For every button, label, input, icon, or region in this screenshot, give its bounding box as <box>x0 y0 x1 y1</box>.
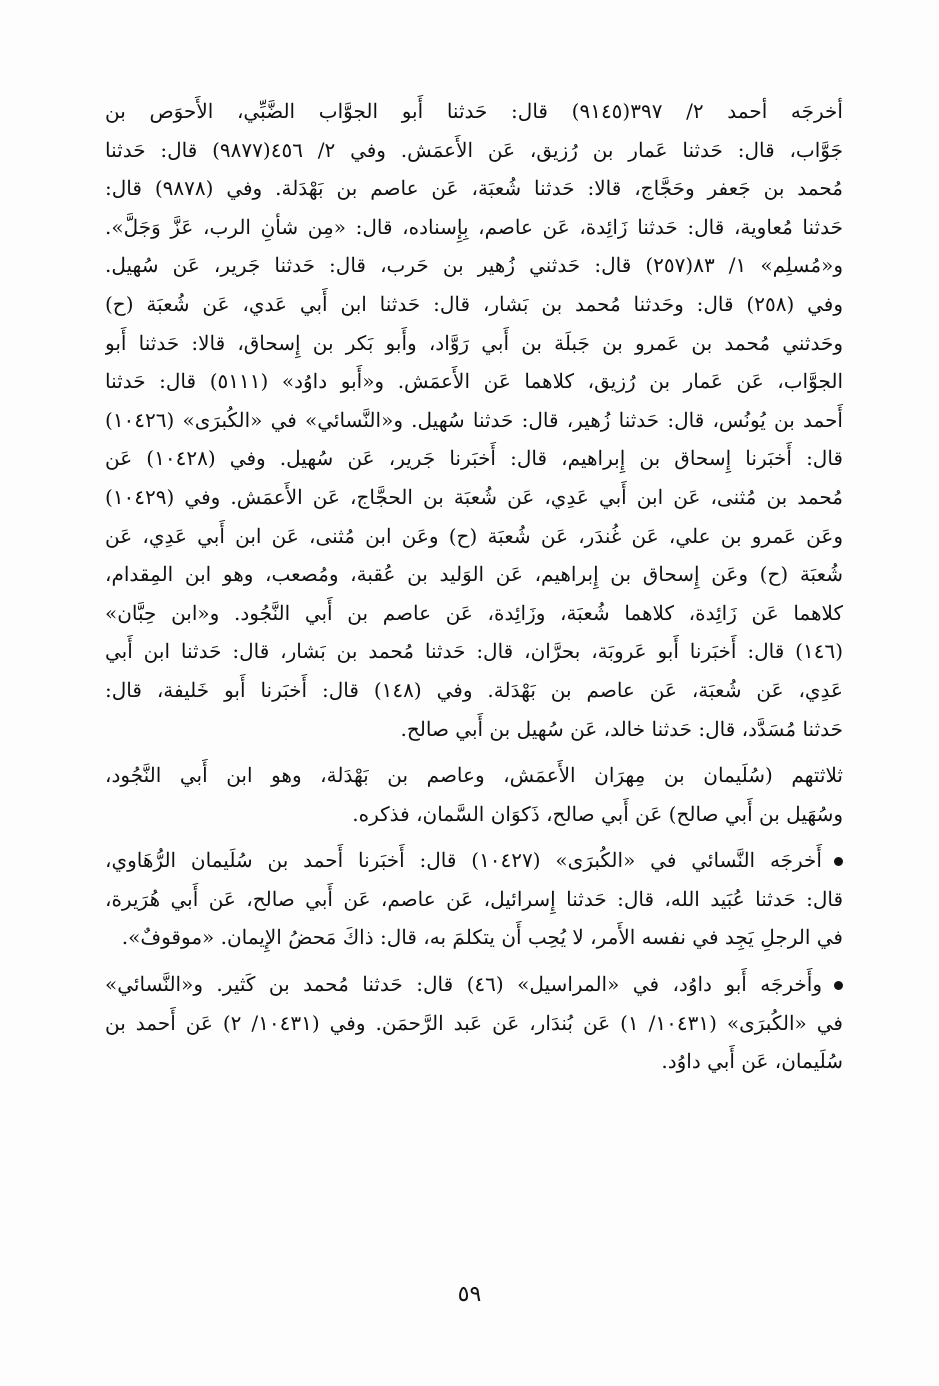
line-text: حَدثنا مُسَدَّد، قال: حَدثنا خالد، عَن سُهيل بن أَبي صالح. <box>400 716 843 741</box>
text-line <box>105 246 843 285</box>
line-text: عَدِي، عَن شُعبَة، عَن عاصم بن بَهْدَلة. وفي (١٤٨) قال: أَخبَرنا أَبو خَليفة، قال: <box>105 677 843 702</box>
line-text: وفي (٢٥٨) قال: وحَدثنا مُحمد بن بَشار، قال: حَدثنا ابن أَبي عَدي، عَن شُعبَة (ح) <box>105 291 843 316</box>
text-line <box>105 208 843 247</box>
text-line <box>105 594 843 633</box>
line-text: قال: أَخبَرنا إِسحاق بن إِبراهيم، قال: أَخبَرنا جَرير، عَن سُهيل. وفي (١٠٤٢٨) عَن <box>105 446 843 471</box>
line-text: في الرجلِ يَجِد في نفسه الأَمر، لا يُحِب أَن يتكلمَ به، قال: ذاكَ مَحضُ الإِيمان. «موقوفٌ». <box>121 925 843 950</box>
paragraph-gap <box>105 833 843 841</box>
line-text: في «الكُبرَى» (١٠٤٣١/ ١) عَن بُندَار، عَن عَبد الرَّحمَن. وفي (١٠٤٣١/ ٢) عَن أَحمد بن <box>105 1010 843 1035</box>
paragraph <box>105 92 843 748</box>
line-text: وعَن عَمرو بن علي، عَن غُندَر، عَن شُعبَة (ح) وعَن ابن مُثنى، عَن ابن أَبي عَدِي، عَن <box>105 523 843 548</box>
text-line <box>105 169 843 208</box>
line-text: مُحمد بن مُثنى، عَن ابن أَبي عَدِي، عَن شُعبَة بن الحجَّاج، عَن الأَعمَش. وفي (١٠٤٢٩) <box>105 484 843 509</box>
paragraph-gap <box>105 957 843 965</box>
text-line <box>105 362 843 401</box>
text-line <box>105 555 843 594</box>
text-line <box>105 517 843 556</box>
paragraph <box>105 965 843 1081</box>
line-text: ثلاثتهم (سُلَيمان بن مِهرَان الأَعمَش، وعاصم بن بَهْدَلة، وهو ابن أَبي النَّجُود، <box>105 763 843 788</box>
line-text: شُعبَة (ح) وعَن إِسحاق بن إِبراهيم، عَن الوَليد بن عُقبة، ومُصعب، وهو ابن المِقدام، <box>105 562 843 587</box>
line-text: أخرجَه أحمد ٢/ ٣٩٧(٩١٤٥) قال: حَدثنا أَبو الجوَّاب الضَّبِّي، الأَحوَص بن <box>105 99 843 123</box>
paragraph-gap <box>105 748 843 756</box>
page-body-text <box>105 92 843 1081</box>
bullet-icon <box>834 857 843 866</box>
text-line <box>105 324 843 363</box>
text-line <box>105 918 843 957</box>
text-line <box>105 756 843 795</box>
paragraph <box>105 756 843 833</box>
line-text: مُحمد بن جَعفر وحَجَّاج، قالا: حَدثنا شُعبَة، عَن عاصم بن بَهْدَلة. وفي (٩٨٧٨) قال: <box>105 176 843 201</box>
text-line <box>105 285 843 324</box>
paragraph <box>105 841 843 957</box>
line-text: سُلَيمان، عَن أَبي داوُد. <box>661 1049 843 1074</box>
text-line <box>105 841 843 880</box>
text-line <box>105 671 843 710</box>
text-line <box>105 439 843 478</box>
line-text: كلاهما عَن زَائِدة، كلاهما شُعبَة، وزَائِدة، عَن عاصم بن أَبي النَّجُود. و«ابن حِبَّان» <box>105 600 843 625</box>
line-text: و«مُسلِم» ١/ ٨٣(٢٥٧) قال: حَدثني زُهير بن حَرب، قال: حَدثنا جَرير، عَن سُهيل. <box>105 253 843 278</box>
line-text: أَحمد بن يُونُس، قال: حَدثنا زُهير، قال: حَدثنا سُهيل. و«النَّسائي» في «الكُبرَى» (١٠٤٢٦) <box>105 407 843 432</box>
text-line <box>105 92 843 131</box>
text-line <box>105 478 843 517</box>
line-text: حَدثنا مُعاوية، قال: حَدثنا زَائِدة، عَن عاصم، بِإِسناده، قال: «مِن شأنِ الرب، عَزَّ وَجَلَّ». <box>105 214 843 239</box>
line-text: وحَدثني مُحمد بن عَمرو بن جَبلَة بن أَبي رَوَّاد، وأَبو بَكر بن إِسحاق، قالا: حَدثنا أَبو <box>105 330 843 355</box>
text-line <box>105 401 843 440</box>
text-line <box>105 131 843 170</box>
line-text: جَوَّاب، قال: حَدثنا عَمار بن رُزيق، عَن الأَعمَش. وفي ٢/ ٤٥٦(٩٨٧٧) قال: حَدثنا <box>105 137 843 162</box>
line-text: وسُهَيل بن أَبي صالح) عَن أَبي صالح، ذَكوَان السَّمان، فذكره. <box>352 801 843 826</box>
text-line <box>105 1004 843 1043</box>
text-line <box>105 880 843 919</box>
line-text: أَخرجَه النَّسائي في «الكُبرَى» (١٠٤٢٧) قال: أَخبَرنا أَحمد بن سُلَيمان الرُّهَاوي، <box>105 848 822 873</box>
page-number: ٥٩ <box>457 1282 482 1307</box>
text-line <box>105 795 843 834</box>
text-line <box>105 632 843 671</box>
text-line <box>105 1042 843 1081</box>
bullet-icon <box>834 981 843 990</box>
text-line <box>105 965 843 1004</box>
line-text: (١٤٦) قال: أَخبَرنا أَبو عَروبَة، بحرَّان، قال: حَدثنا مُحمد بن بَشار، قال: حَدثنا ابن أَبي <box>105 639 843 664</box>
line-text: وأَخرجَه أَبو داوُد، في «المراسيل» (٤٦) قال: حَدثنا مُحمد بن كَثير. و«النَّسائي» <box>105 972 822 997</box>
line-text: الجوَّاب، عَن عَمار بن رُزيق، كلاهما عَن الأَعمَش. و«أَبو داوُد» (٥١١١) قال: حَدثنا <box>105 369 843 394</box>
line-text: قال: حَدثنا عُبَيد الله، قال: حَدثنا إِسرائيل، عَن عاصم، عَن أَبي صالح، عَن أَبي هُرَيرة، <box>105 886 843 911</box>
text-line <box>105 710 843 749</box>
